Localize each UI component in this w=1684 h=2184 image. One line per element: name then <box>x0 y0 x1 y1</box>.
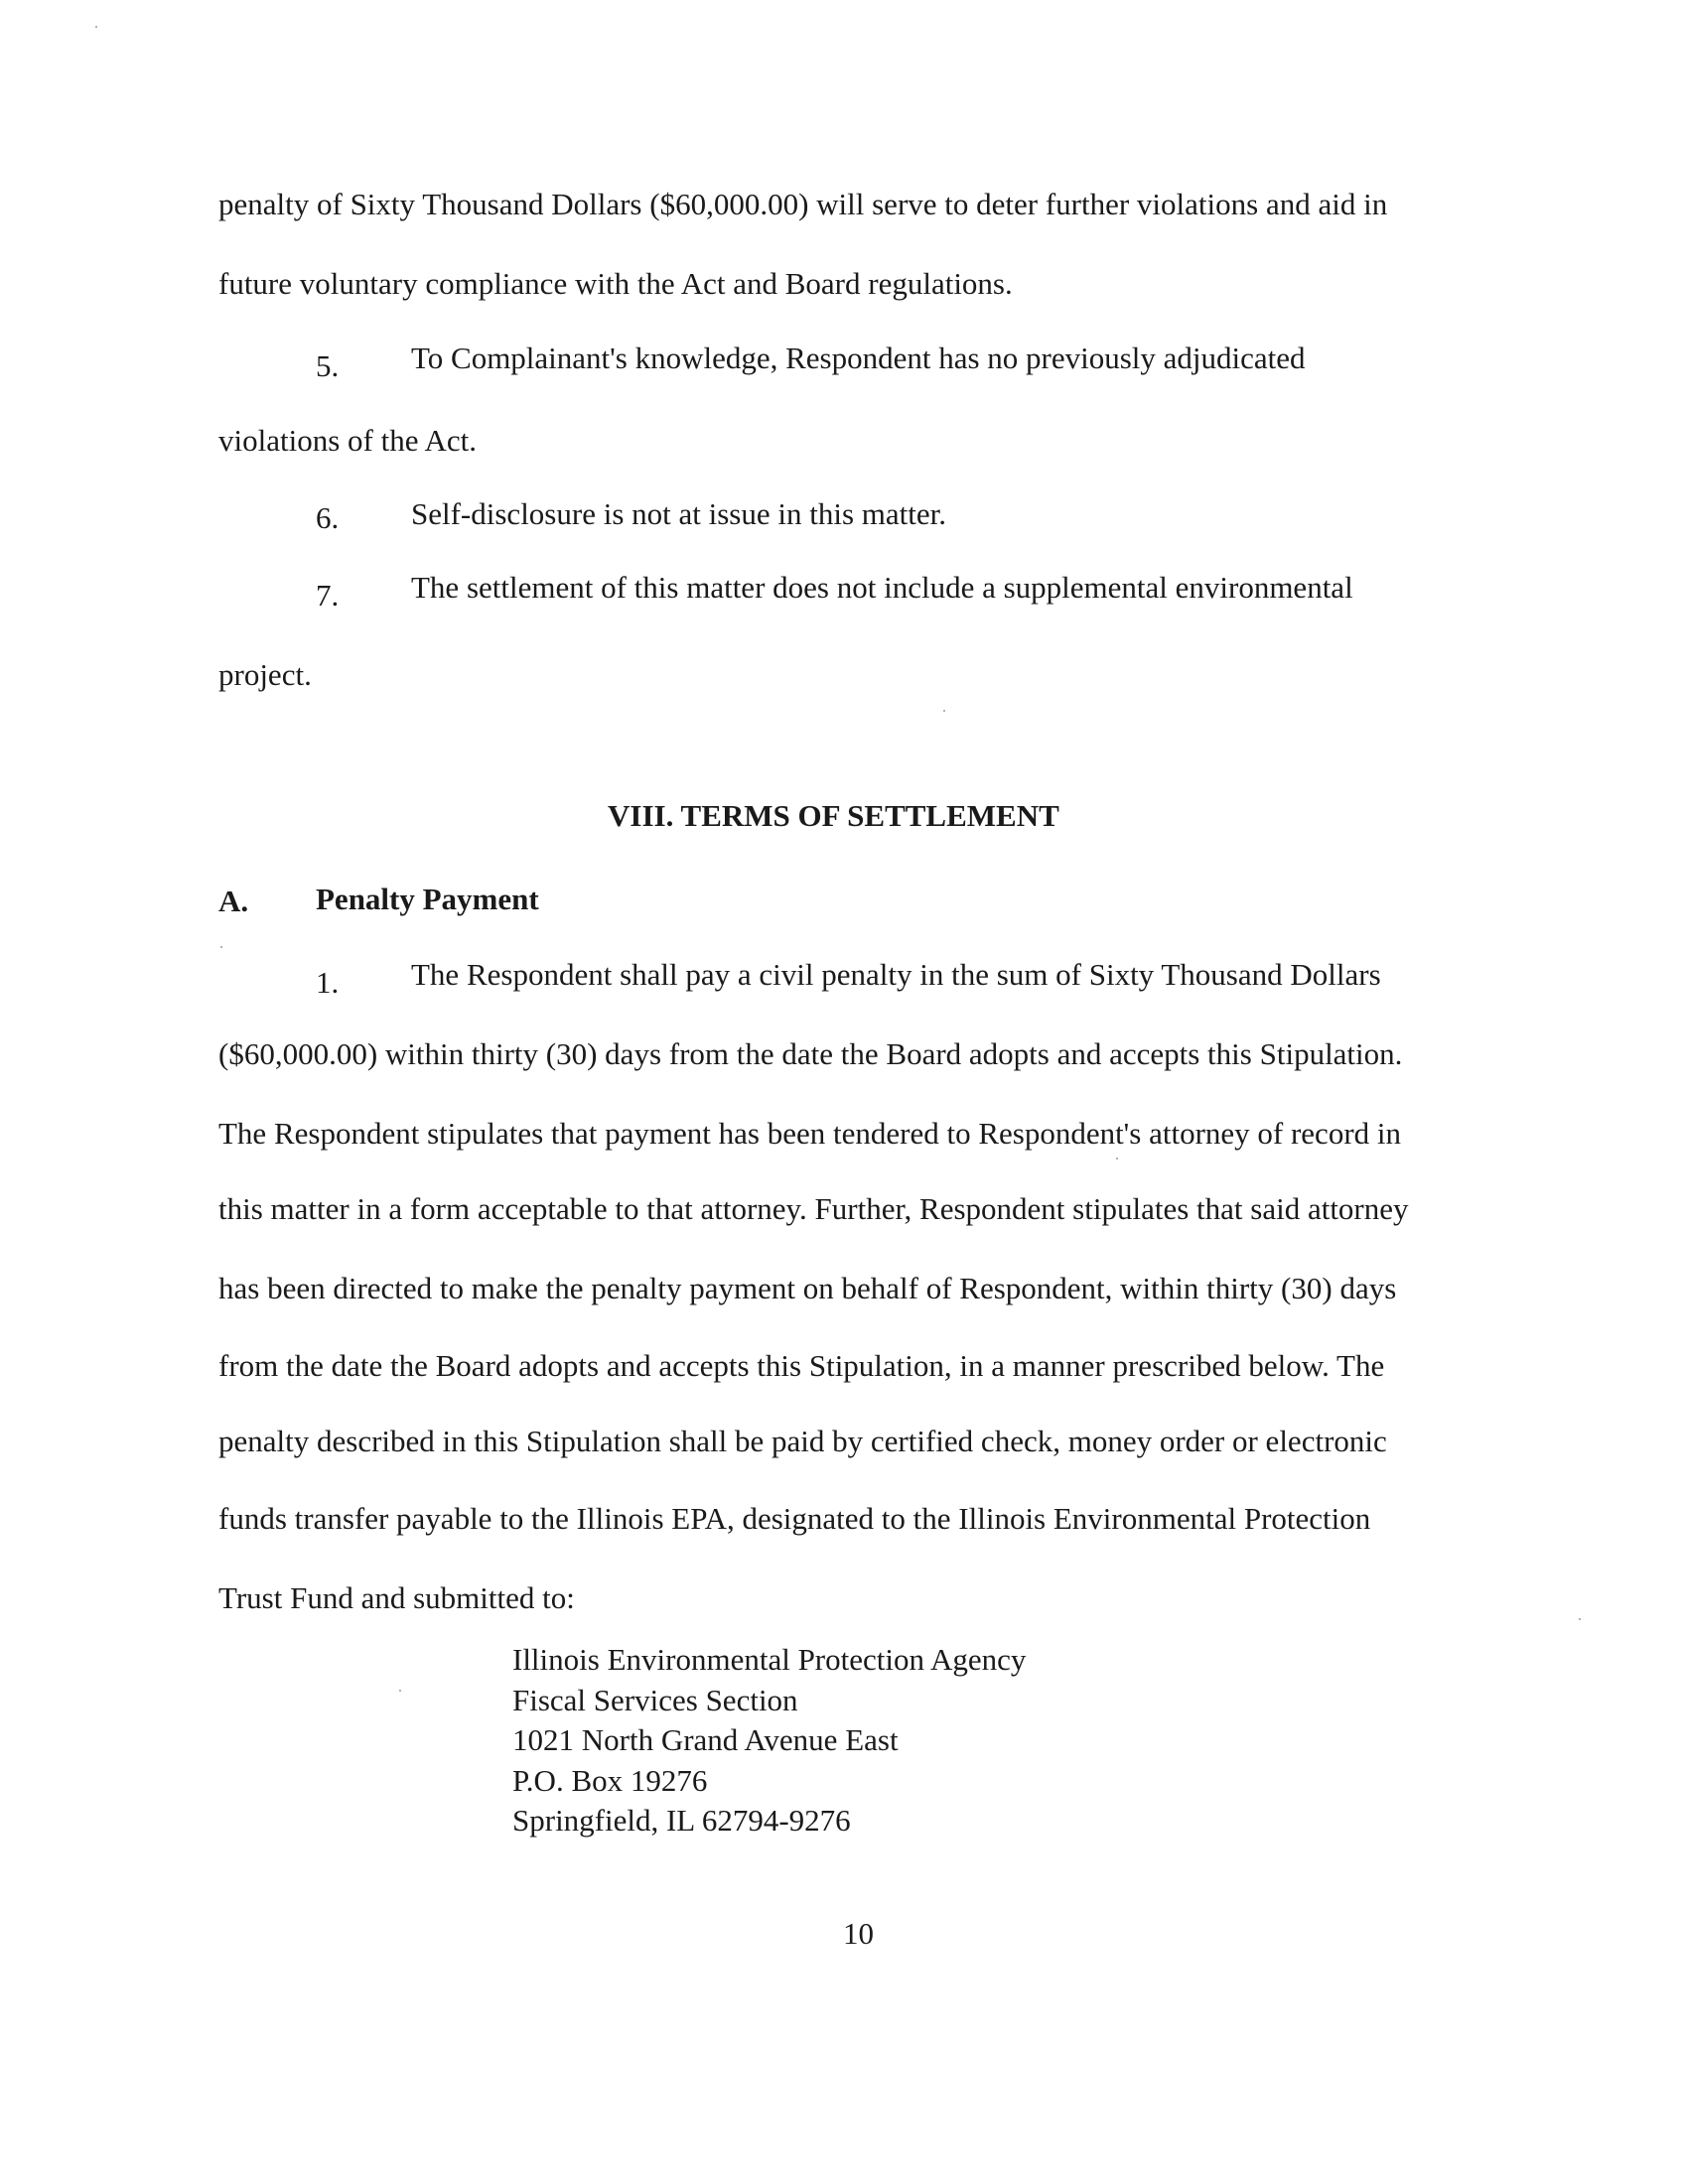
item-number-7: 7. <box>316 578 340 613</box>
payment-line-3: The Respondent stipulates that payment has been tendered to Respondent's attorney of record in <box>218 1116 1402 1151</box>
scan-speck <box>220 946 222 948</box>
intro-line-2: future voluntary compliance with the Act and Board regulations. <box>218 266 1013 301</box>
scan-speck <box>95 26 97 28</box>
subsection-title: Penalty Payment <box>316 882 539 916</box>
item-7-line-1: The settlement of this matter does not include a supplemental environmental <box>411 570 1353 605</box>
payment-line-4: this matter in a form acceptable to that attorney. Further, Respondent stipulates that said attorney <box>218 1191 1409 1226</box>
item-6-line-1: Self-disclosure is not at issue in this matter. <box>411 496 946 531</box>
address-line-city: Springfield, IL 62794-9276 <box>512 1803 851 1838</box>
payment-line-7: penalty described in this Stipulation shall be paid by certified check, money order or electronic <box>218 1424 1387 1458</box>
item-5-line-1: To Complainant's knowledge, Respondent has no previously adjudicated <box>411 341 1306 375</box>
payment-item-number: 1. <box>316 965 340 1000</box>
subsection-letter: A. <box>218 884 249 918</box>
address-line-agency: Illinois Environmental Protection Agency <box>512 1642 1027 1677</box>
address-line-section: Fiscal Services Section <box>512 1682 798 1717</box>
scan-speck <box>1579 1618 1581 1620</box>
payment-line-6: from the date the Board adopts and accepts this Stipulation, in a manner prescribed below. The <box>218 1348 1385 1383</box>
item-number-5: 5. <box>316 348 340 383</box>
intro-line-1: penalty of Sixty Thousand Dollars ($60,000.00) will serve to deter further violations and aid in <box>218 187 1388 221</box>
address-block <box>512 1640 1026 1842</box>
page-number: 10 <box>843 1916 874 1951</box>
scan-speck <box>1116 1158 1118 1160</box>
address-line-street: 1021 North Grand Avenue East <box>512 1722 899 1757</box>
item-7-line-2: project. <box>218 657 312 692</box>
address-line-pobox: P.O. Box 19276 <box>512 1762 708 1798</box>
scan-speck <box>943 710 945 712</box>
payment-line-9: Trust Fund and submitted to: <box>218 1580 575 1615</box>
payment-line-5: has been directed to make the penalty payment on behalf of Respondent, within thirty (30) days <box>218 1271 1397 1305</box>
payment-line-2: ($60,000.00) within thirty (30) days from the date the Board adopts and accepts this Stipulation. <box>218 1036 1403 1071</box>
item-number-6: 6. <box>316 500 340 535</box>
item-5-line-2: violations of the Act. <box>218 423 478 458</box>
payment-line-1: The Respondent shall pay a civil penalty in the sum of Sixty Thousand Dollars <box>411 957 1381 992</box>
scan-speck <box>399 1690 401 1692</box>
payment-line-8: funds transfer payable to the Illinois EPA, designated to the Illinois Environmental Protection <box>218 1501 1371 1536</box>
section-heading: VIII. TERMS OF SETTLEMENT <box>608 798 1059 833</box>
